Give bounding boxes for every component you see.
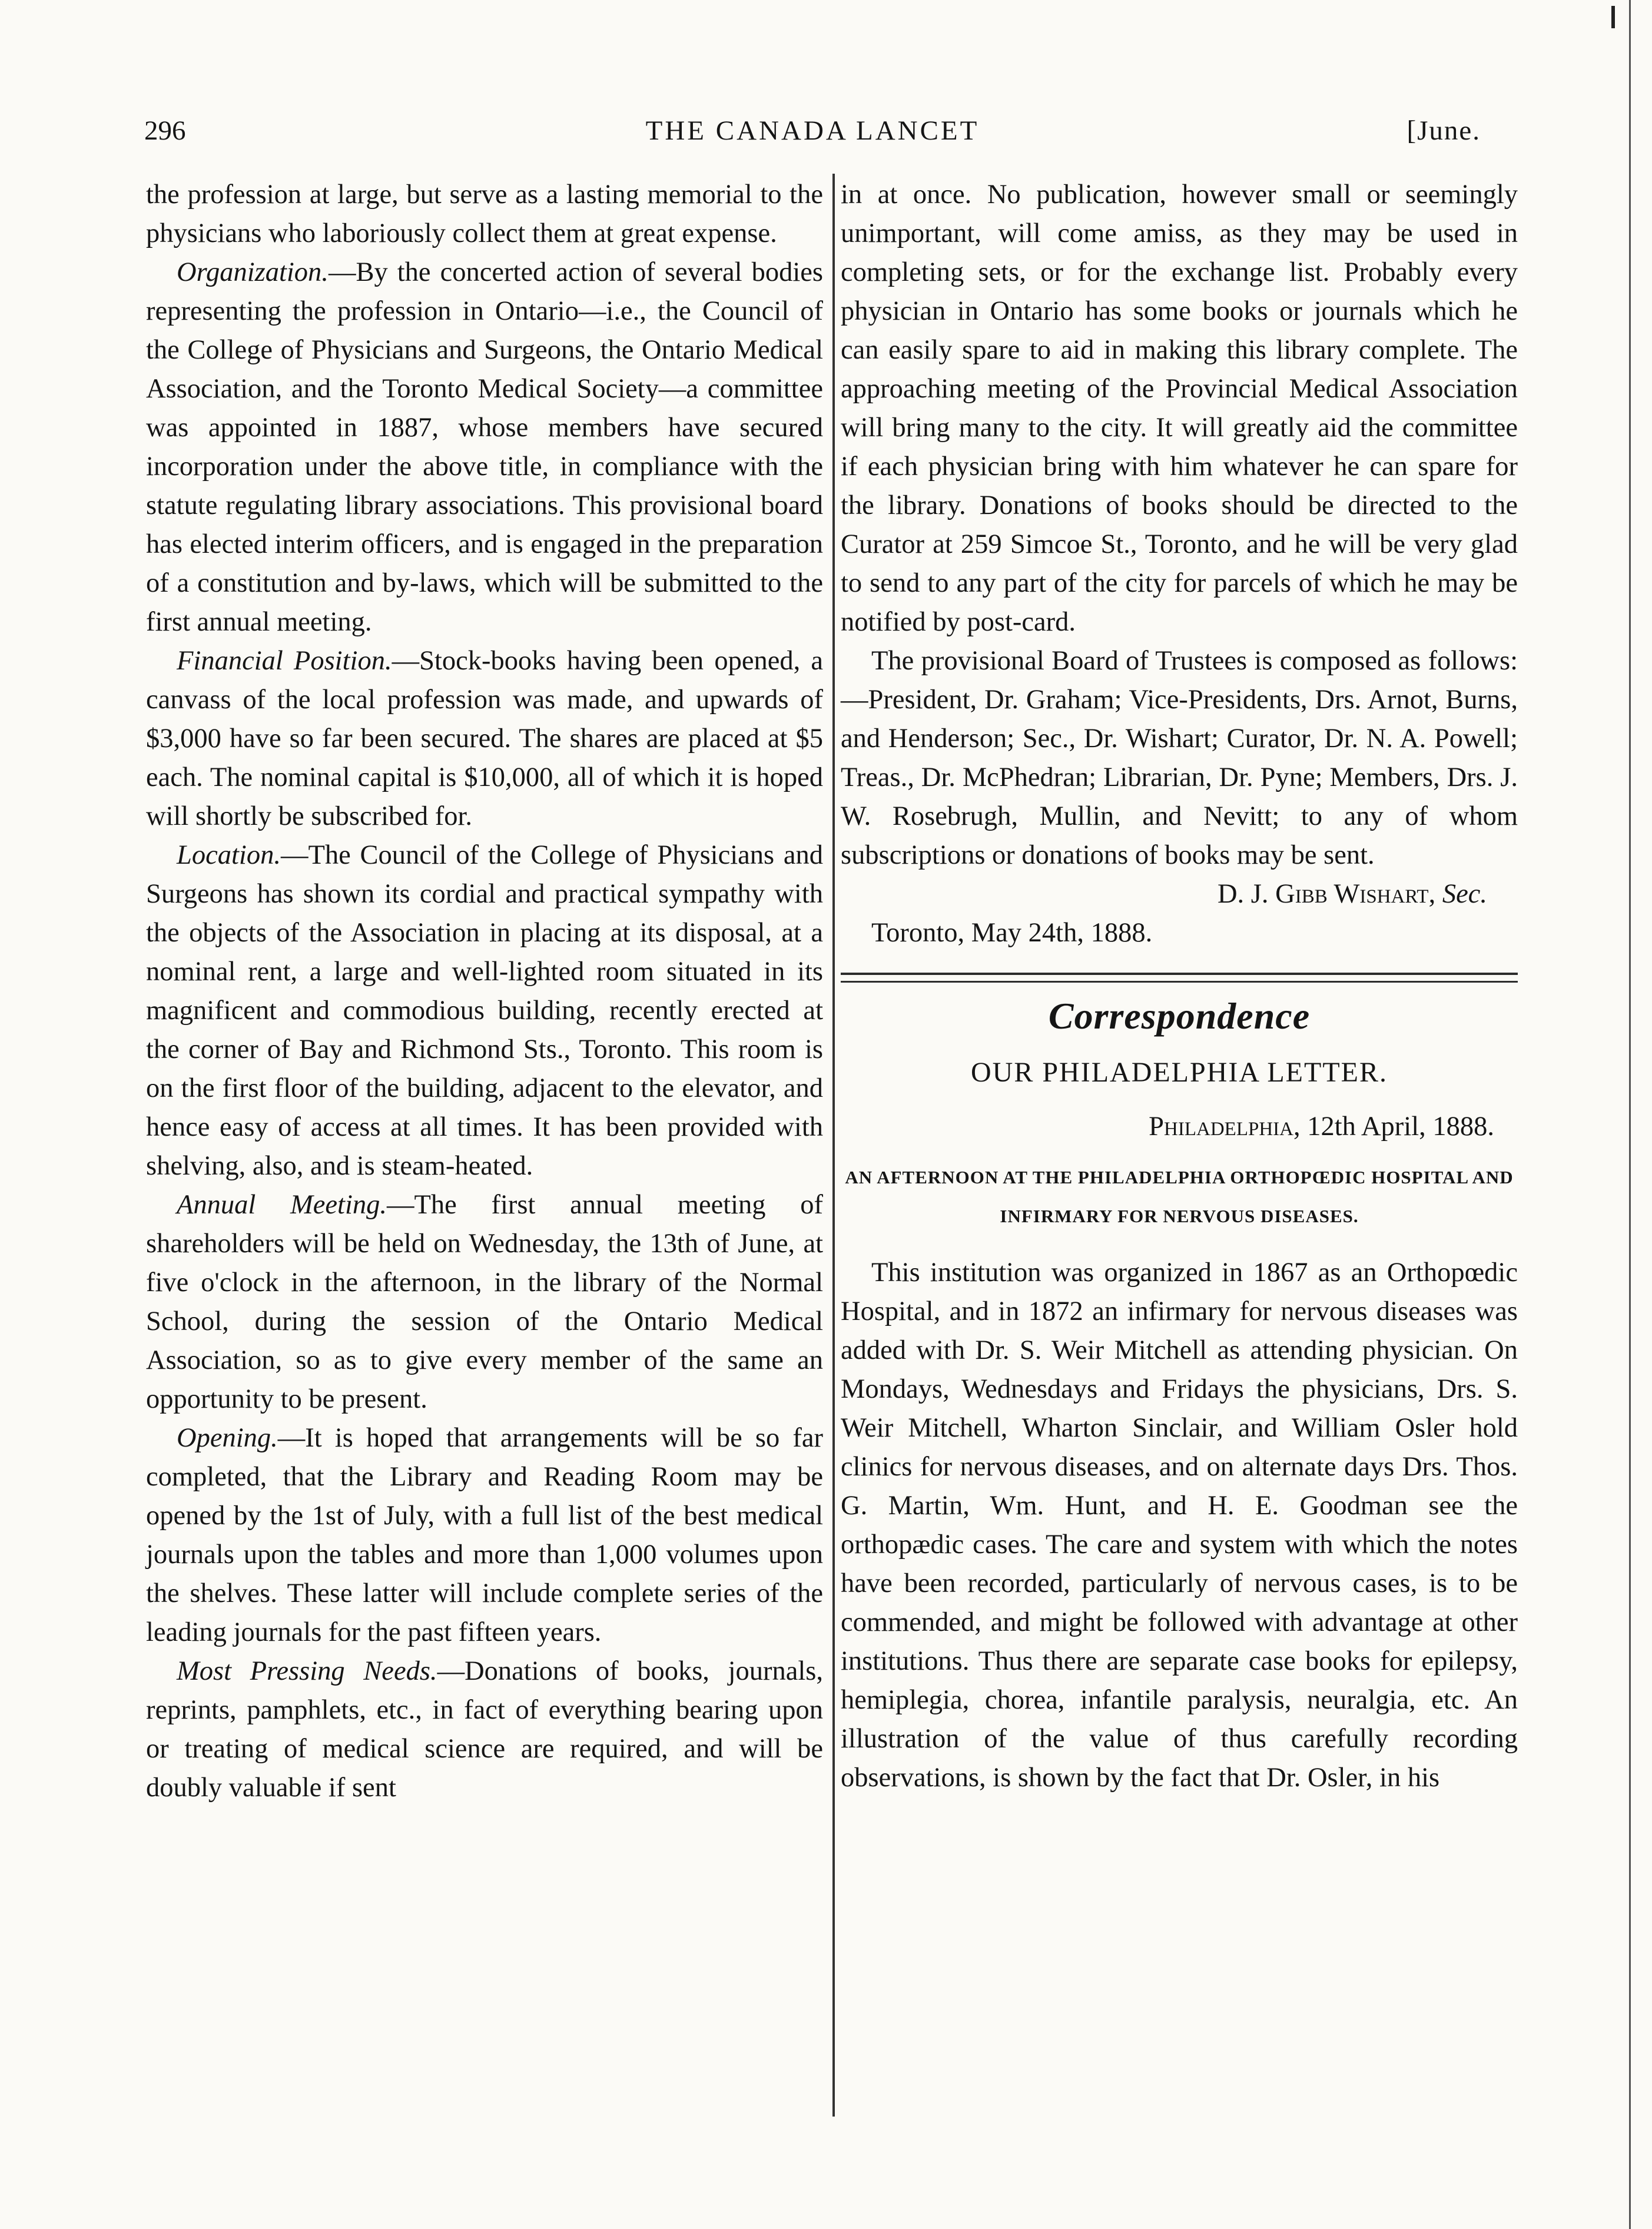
section-heading-most-pressing-needs: Most Pressing Needs. <box>177 1656 437 1686</box>
signature-title: Sec. <box>1442 879 1487 909</box>
section-heading-organization: Organization. <box>177 257 329 287</box>
column-divider <box>832 174 835 2117</box>
letter-dateline <box>841 1107 1518 1146</box>
page-number: 296 <box>144 115 186 146</box>
section-heading-financial-position: Financial Position. <box>177 646 392 676</box>
left-paragraph-text: the profession at large, but serve as a lasting memorial to the physicians who laboriously collect them at great expense. <box>146 180 823 248</box>
letter-place: Philadelphia, <box>1149 1112 1301 1142</box>
issue-month: [June. <box>1406 115 1481 146</box>
left-paragraph-text: —The Council of the College of Physicians and Surgeons has shown its cordial and practical sympathy with the objects of the Association in placing at its disposal, at a nominal rent, a large and well-lighted room situated in its magnificent and commodious building, recently erected at the corner of Bay and Richmond Sts., Toronto. This room is on the first floor of the building, adjacent to the elevator, and hence easy of access at all times. It has been provided with shelving, also, and is steam-heated. <box>146 840 823 1181</box>
right-column <box>841 175 1518 1797</box>
left-paragraph-text: —Stock-books having been opened, a canvass of the local profession was made, and upwards of $3,000 have so far been secured. The shares are placed at $5 each. The nominal capital is $10,000, all of which it is hoped will shortly be subscribed for. <box>146 646 823 831</box>
signature <box>841 875 1518 914</box>
letter-subheading: AN AFTERNOON AT THE PHILADELPHIA ORTHOPŒDIC HOSPITAL AND INFIRMARY FOR NERVOUS DISEASES. <box>845 1167 1514 1226</box>
running-header <box>144 115 1481 156</box>
section-heading-annual-meeting: Annual Meeting. <box>177 1190 387 1220</box>
page-edge-marks <box>1606 0 1647 2229</box>
place-date: Toronto, May 24th, 1888. <box>871 918 1153 948</box>
continuation-paragraph: in at once. No publication, however small or seemingly unimportant, will come amiss, as they may be used in completing sets, or for the exchange list. Probably every physician in Ontario has some books or journals which he can easily spare to aid in making this library complete. The approaching meeting of the Provincial Medical Association will bring many to the city. It will greatly aid the committee if each physician bring with him whatever he can spare for the library. Donations of books should be directed to the Curator at 259 Simcoe St., Toronto, and he will be very glad to send to any part of the city for parcels of which he may be notified by post-card. <box>841 180 1518 637</box>
edge-tick <box>1611 6 1615 28</box>
signature-name: D. J. Gibb Wishart, <box>1217 879 1436 909</box>
left-paragraph <box>146 175 823 253</box>
left-paragraph <box>146 836 823 1186</box>
left-paragraph-text: —The first annual meeting of shareholders will be held on Wednesday, the 13th of June, at five o'clock in the afternoon, in the library of the Normal School, during the session of the Ontario Medical Association, so as to give every member of the same an opportunity to be present. <box>146 1190 823 1414</box>
section-divider <box>841 973 1518 983</box>
journal-title: THE CANADA LANCET <box>645 115 980 146</box>
letter-body: This institution was organized in 1867 as an Orthopœdic Hospital, and in 1872 an infirmary for nervous diseases was added with Dr. S. Weir Mitchell as attending physician. On Mondays, Wednesdays and Fridays the physicians, Drs. S. Weir Mitchell, Wharton Sinclair, and William Osler hold clinics for nervous diseases, and on alternate days Drs. Thos. G. Martin, Wm. Hunt, and H. E. Goodman see the orthopædic cases. The care and system with which the notes have been recorded, particularly of nervous cases, is to be commended, and might be followed with advantage at other institutions. Thus there are separate case books for epilepsy, hemiplegia, chorea, infantile paralysis, neuralgia, etc. An illustration of the value of thus carefully recording observations, is shown by the fact that Dr. Osler, in his <box>841 1258 1518 1793</box>
left-paragraph <box>146 1419 823 1652</box>
left-paragraph <box>146 253 823 642</box>
section-heading-opening: Opening. <box>177 1423 278 1453</box>
left-paragraph-text: —By the concerted action of several bodies representing the profession in Ontario—i.e., the Council of the College of Physicians and Surgeons, the Ontario Medical Association, and the Toronto Medical Society—a committee was appointed in 1887, whose members have secured incorporation under the above title, in compliance with the statute regulating library associations. This provisional board has elected interim officers, and is engaged in the preparation of a constitution and by-laws, which will be submitted to the first annual meeting. <box>146 257 823 637</box>
left-column <box>146 175 823 1807</box>
letter-title: OUR PHILADELPHIA LETTER. <box>971 1057 1388 1088</box>
edge-line <box>1629 0 1631 2229</box>
board-paragraph: The provisional Board of Trustees is composed as follows:—President, Dr. Graham; Vice-Presidents, Drs. Arnot, Burns, and Henderson; Sec., Dr. Wishart; Curator, Dr. N. A. Powell; Treas., Dr. McPhedran; Librarian, Dr. Pyne; Members, Drs. J. W. Rosebrugh, Mullin, and Nevitt; to any of whom subscriptions or donations of books may be sent. <box>841 646 1518 870</box>
section-heading-location: Location. <box>177 840 281 870</box>
left-paragraph-text: —Donations of books, journals, reprints, pamphlets, etc., in fact of everything bearing upon or treating of medical science are required, and will be doubly valuable if sent <box>146 1656 823 1803</box>
section-title: Correspondence <box>1048 995 1311 1037</box>
left-paragraph <box>146 1186 823 1419</box>
left-paragraph <box>146 642 823 836</box>
left-paragraph-text: —It is hoped that arrangements will be so far completed, that the Library and Reading Room may be opened by the 1st of July, with a full list of the best medical journals upon the tables and more than 1,000 volumes upon the shelves. These latter will include complete series of the leading journals for the past fifteen years. <box>146 1423 823 1647</box>
letter-date: 12th April, 1888. <box>1307 1112 1494 1142</box>
left-paragraph <box>146 1652 823 1807</box>
